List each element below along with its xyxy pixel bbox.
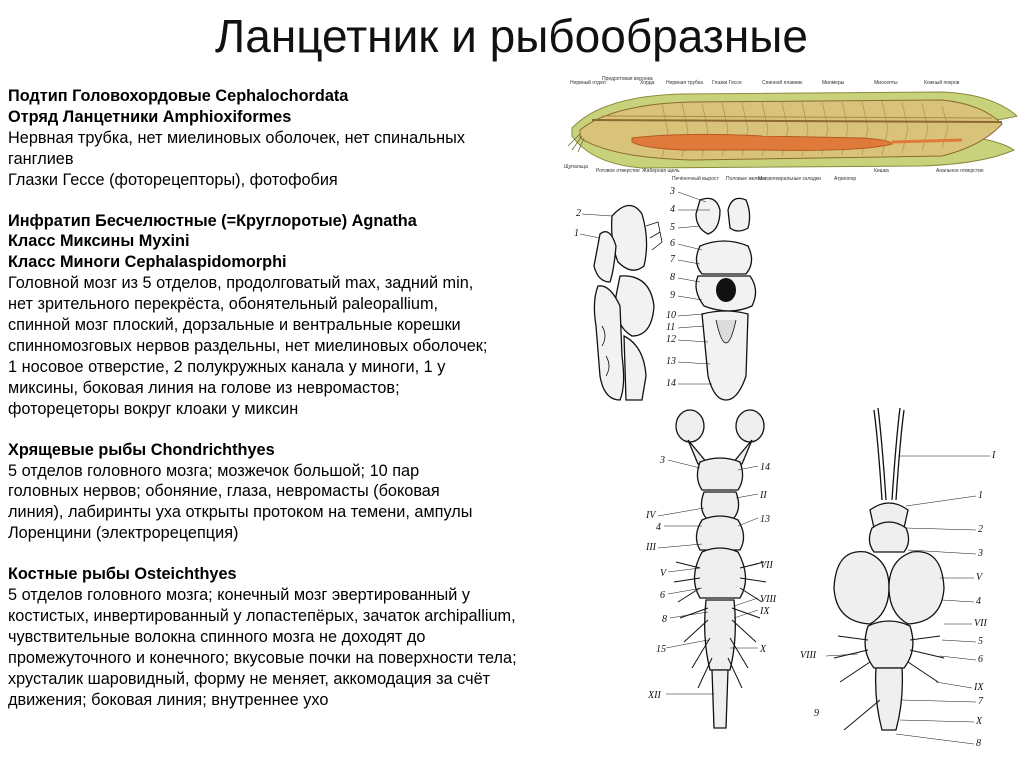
shark-label: 4 <box>656 522 661 533</box>
lamprey-label: 12 <box>666 334 676 345</box>
agnatha-heading-2: Класс Миксины Myxini <box>8 232 190 251</box>
bony-fish-label: 9 <box>814 708 819 719</box>
bony-fish-label: 6 <box>978 654 983 665</box>
lamprey-label: 2 <box>576 208 581 219</box>
text-line: движения; боковая линия; внутреннее ухо <box>8 690 329 709</box>
shark-label: X <box>760 644 767 655</box>
text-line: хрусталик шаровидный, форму не меняет, аккомодация за счёт <box>8 669 491 688</box>
cephalochordata-heading-2: Отряд Ланцетники Amphioxiformes <box>8 107 292 126</box>
shark-label: 13 <box>760 514 770 525</box>
lancelet-label: Миосепты <box>874 80 898 86</box>
lancelet-label: Нервный отдел <box>570 80 606 86</box>
lancelet-label: Щупальца <box>564 164 588 170</box>
shark-brain-figure <box>642 408 792 758</box>
lamprey-label: 13 <box>666 356 676 367</box>
lancelet-label: Печёночный вырост <box>672 176 719 182</box>
lancelet-label: Спинной плавник <box>762 80 803 86</box>
shark-label: IX <box>760 606 770 617</box>
cephalochordata-heading-1: Подтип Головохордовые Cephalochordata <box>8 87 349 105</box>
text-line: фоторецеторы вокруг клоаки у миксин <box>8 399 299 418</box>
lancelet-label: Предротовая воронка <box>602 76 653 82</box>
lancelet-label: Ротовое отверстие <box>596 168 640 174</box>
lancelet-figure <box>562 76 1020 188</box>
text-line: головных нервов; обоняние, глаза, невромасты (боковая <box>8 482 440 501</box>
bony-fish-label: 7 <box>978 696 983 707</box>
lamprey-brain-figure <box>570 186 770 408</box>
lamprey-label: 7 <box>670 254 675 265</box>
text-line: спинномозговых нервов раздельны, нет миелиновых оболочек; <box>8 336 488 355</box>
text-line: ганглиев <box>8 149 74 168</box>
text-line: Глазки Гессе (фоторецепторы), фотофобия <box>8 170 338 189</box>
lamprey-label: 14 <box>666 378 676 389</box>
bony-fish-label: IX <box>974 682 984 693</box>
lamprey-label: 10 <box>666 310 676 321</box>
lancelet-label: Нервная трубка <box>666 80 703 86</box>
text-line: Нервная трубка, нет миелиновых оболочек, нет спинальных <box>8 128 465 147</box>
shark-label: III <box>646 542 656 553</box>
lamprey-label: 11 <box>666 322 676 333</box>
text-line: 5 отделов головного мозга; мозжечок большой; 10 пар <box>8 461 420 480</box>
bony-fish-label: V <box>976 572 983 583</box>
osteichthyes-heading: Костные рыбы Osteichthyes <box>8 565 237 584</box>
shark-label: 15 <box>656 644 666 655</box>
shark-label: 3 <box>660 455 665 466</box>
lancelet-label: Жаберная щель <box>642 168 680 174</box>
text-line: костистых, инвертированный у лопастепёрых, зачаток archipallium, <box>8 606 516 625</box>
lancelet-label: Миомеры <box>822 80 845 86</box>
lancelet-label: Анальное отверстие <box>936 168 984 174</box>
text-line: миксины, боковая линия на голове из невромастов; <box>8 378 400 397</box>
text-line: Головной мозг из 5 отделов, продолговатый max, задний min, <box>8 274 474 293</box>
shark-label: 6 <box>660 590 665 601</box>
shark-label: II <box>760 490 767 501</box>
text-column <box>8 86 580 710</box>
text-line: Лоренцини (электрорецепция) <box>8 524 239 543</box>
shark-label: XII <box>648 690 661 701</box>
lamprey-label: 4 <box>670 204 675 215</box>
lamprey-label: 3 <box>670 186 675 197</box>
text-line: 5 отделов головного мозга; конечный мозг эвертированный у <box>8 586 471 605</box>
lancelet-label: Хорда <box>640 80 655 86</box>
text-line: промежуточного и конечного; вкусовые почки на поверхности тела; <box>8 648 517 667</box>
shark-label: 14 <box>760 462 770 473</box>
shark-label: 8 <box>662 614 667 625</box>
shark-label: VII <box>760 560 773 571</box>
page-title: Ланцетник и рыбообразные <box>215 10 808 62</box>
lancelet-label: Кишка <box>874 168 889 174</box>
lamprey-label: 5 <box>670 222 675 233</box>
lamprey-label: 9 <box>670 290 675 301</box>
text-line: 1 носовое отверстие, 2 полукружных канала у миноги, 1 у <box>8 357 446 376</box>
text-line: чувствительные волокна спинного мозга не доходят до <box>8 627 426 646</box>
shark-label: V <box>660 568 667 579</box>
lancelet-label: Атриопор <box>834 176 857 182</box>
lancelet-label: Кожный покров <box>924 80 960 86</box>
lamprey-label: 6 <box>670 238 675 249</box>
lancelet-label: Глазки Гессе <box>712 80 742 86</box>
lamprey-label: 8 <box>670 272 675 283</box>
agnatha-heading-3: Класс Миноги Cephalaspidomorphi <box>8 253 287 272</box>
bony-fish-label: 1 <box>978 490 983 501</box>
text-line: линия), лабиринты уха открыты протоком на темени, ампулы <box>8 503 473 522</box>
lancelet-label: Метаплевральные складки <box>758 176 821 182</box>
bony-fish-brain-figure <box>796 400 1018 764</box>
shark-label: VIII <box>760 594 777 605</box>
bony-fish-label: I <box>992 450 996 461</box>
shark-label: IV <box>646 510 656 521</box>
bony-fish-label: 3 <box>978 548 983 559</box>
bony-fish-label: X <box>976 716 983 727</box>
bony-fish-label: VIII <box>800 650 817 661</box>
text-line: нет зрительного перекрёста, обонятельный paleopallium, <box>8 295 439 314</box>
bony-fish-label: 8 <box>976 738 981 749</box>
bony-fish-label: 2 <box>978 524 983 535</box>
bony-fish-label: 5 <box>978 636 983 647</box>
lamprey-label: 1 <box>574 228 579 239</box>
chondrichthyes-heading: Хрящевые рыбы Chondrichthyes <box>8 440 275 459</box>
bony-fish-label: VII <box>974 618 987 629</box>
agnatha-heading-1: Инфратип Бесчелюстные (=Круглоротые) Agnatha <box>8 211 417 230</box>
bony-fish-label: 4 <box>976 596 981 607</box>
text-line: спинной мозг плоский, дорзальные и вентральные корешки <box>8 316 461 335</box>
lancelet-label: Половые железы <box>726 176 766 182</box>
